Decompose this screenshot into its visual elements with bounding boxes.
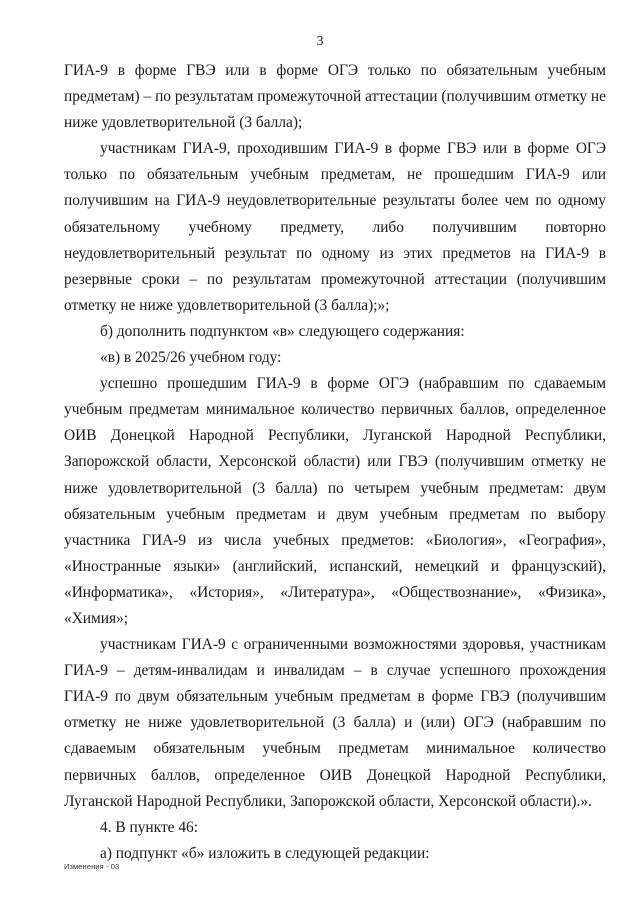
paragraph-subitem-v: «в) в 2025/26 учебном году: [100,349,282,367]
paragraph-successful-ogе: успешно прошедшим ГИА-9 в форме ОГЭ (набравшим по сдаваемым учебным предметам минимальное количество первичных баллов, определенное ОИВ Донецкой Народной Республики, Луганской Народной Республики, Запорожской области, Херсонской области) или ГВЭ (получившим отметку не ниже удовлетворительной (3 балла) по четырем учебным предметам: двум обязательным учебным предметам и двум учебным предметам по выбору участника ГИА-9 из числа учебных предметов: «Биология», «География», «Иностранные языки» (английский, испанский, немецкий и французский), «Информатика», «История», «Литература», «Обществознание», «Физика», «Химия»; [64,375,606,627]
paragraph-add-subitem: б) дополнить подпунктом «в» следующего содержания: [100,322,465,340]
footer-revision-label: Изменения - 03 [64,862,120,871]
page-number: 3 [316,34,324,49]
paragraph-continuation: ГИА-9 в форме ГВЭ или в форме ОГЭ только по обязательным учебным предметам) – по результатам промежуточной аттестации (получившим отметку не ниже удовлетворительной (3 балла); [64,62,606,132]
paragraph-item-46: 4. В пункте 46: [100,818,199,836]
document-body [64,58,606,867]
paragraph-disabled-participants: участникам ГИА-9 с ограниченными возможностями здоровья, участникам ГИА-9 – детям-инвалидам и инвалидам – в случае успешного прохождения ГИА-9 по двум обязательным учебным предметам в форме ГВЭ (получившим отметку не ниже удовлетворительной (3 балла) и (или) ОГЭ (набравшим по сдаваемым обязательным учебным предметам минимальное количество первичных баллов, определенное ОИВ Донецкой Народной Республики, Луганской Народной Республики, Запорожской области, Херсонской области).». [64,636,606,810]
paragraph-participants-failed: участникам ГИА-9, проходившим ГИА-9 в форме ГВЭ или в форме ОГЭ только по обязательным учебным предметам, не прошедшим ГИА-9 или получившим на ГИА-9 неудовлетворительные результаты более чем по одному обязательному учебному предмету, либо получившим повторно неудовлетворительный результат по одному из этих предметов на ГИА-9 в резервные сроки – по результатам промежуточной аттестации (получившим отметку не ниже удовлетворительной (3 балла);»; [64,140,606,314]
paragraph-subitem-b: а) подпункт «б» изложить в следующей редакции: [100,844,430,862]
